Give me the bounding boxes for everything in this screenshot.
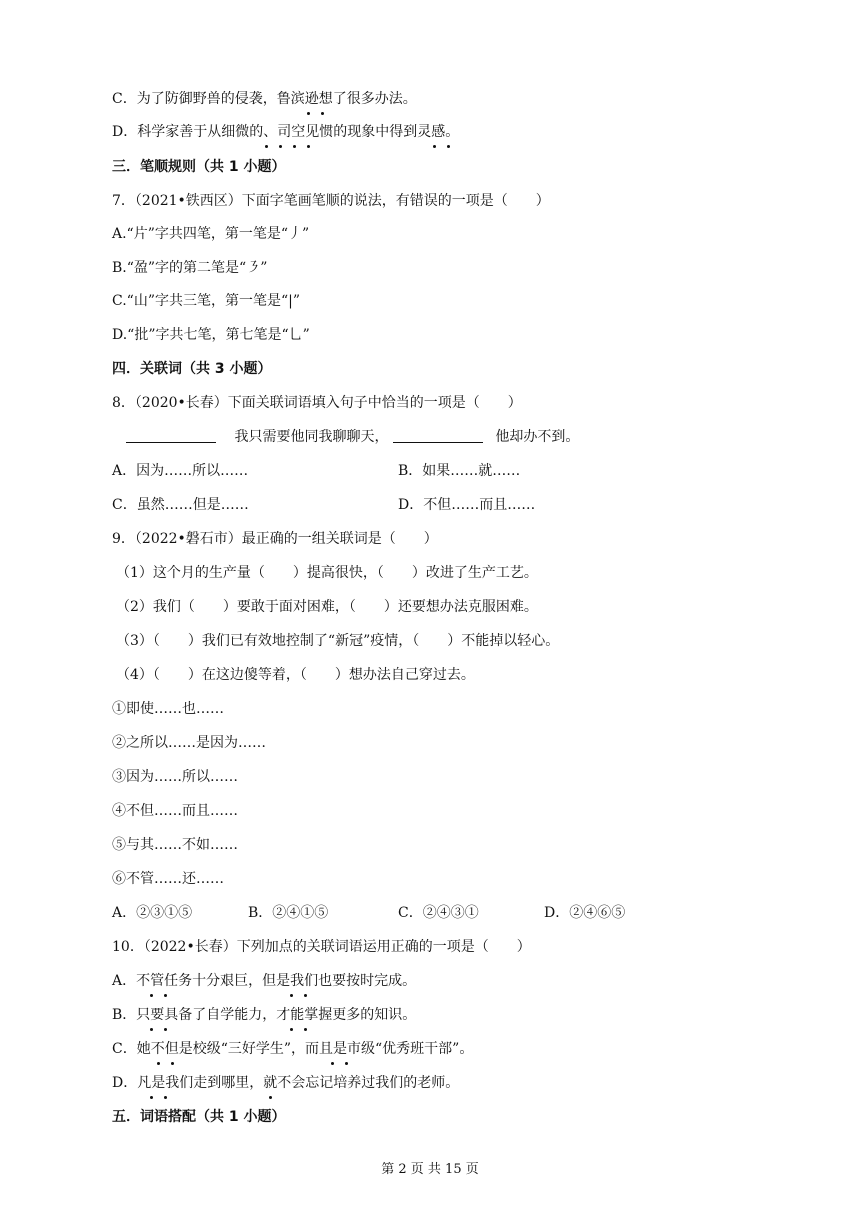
- option-a-q9: A．②③①⑤: [112, 905, 193, 921]
- option-a-q7: A.“片”字共四笔，第一笔是“丿”: [112, 226, 310, 242]
- section-heading-stroke-order: 三．笔顺规则（共 1 小题）: [112, 159, 286, 175]
- option-c-q8: C．虽然……但是……: [112, 497, 249, 513]
- option-b-q7: B.“盈”字的第二笔是“㇋”: [112, 260, 268, 276]
- option-d-q8: D．不但……而且……: [398, 497, 536, 513]
- q9-choice-2: ②之所以……是因为……: [112, 735, 266, 751]
- option-b-q8: B．如果……就……: [398, 463, 521, 479]
- option-d-q6: D．科学家善于从细微的、司空见惯的现象中得到灵感。: [112, 124, 460, 140]
- option-c-q6: C．为了防御野兽的侵袭，鲁滨逊想了很多办法。: [112, 91, 417, 107]
- option-c-q7: C.“山”字共三笔，第一笔是“|”: [112, 293, 301, 309]
- option-c-q10: C．她不但是校级“三好学生”，而且是市级“优秀班干部”。: [112, 1041, 474, 1057]
- q9-sentence-2: （2）我们（ ）要敢于面对困难，（ ）还要想办法克服困难。: [116, 599, 538, 615]
- q9-choice-1: ①即使……也……: [112, 701, 224, 717]
- fill-in-sentence: [126, 428, 579, 446]
- option-b-q10: B．只要具备了自学能力，才能掌握更多的知识。: [112, 1007, 417, 1023]
- option-d-q7: D.“批”字共七笔，第七笔是“乚”: [112, 327, 310, 343]
- page-footer: 第 2 页 共 15 页: [381, 1162, 479, 1177]
- sentence-part-1: 我只需要他同我聊聊天，: [234, 429, 389, 445]
- q9-choice-4: ④不但……而且……: [112, 803, 238, 819]
- option-d-q9: D．②④⑥⑤: [544, 905, 626, 921]
- question-10: 10．（2022•长春）下列加点的关联词语运用正确的一项是（ ）: [112, 939, 531, 955]
- question-7: 7．（2021•铁西区）下面字笔画笔顺的说法，有错误的一项是（ ）: [112, 193, 550, 209]
- section-heading-conjunctions: 四．关联词（共 3 小题）: [112, 361, 272, 377]
- option-d-q10: D．凡是我们走到哪里，就不会忘记培养过我们的老师。: [112, 1075, 460, 1091]
- sentence-part-2: 他却办不到。: [495, 429, 580, 445]
- blank-1[interactable]: [126, 428, 216, 443]
- blank-2[interactable]: [393, 428, 483, 443]
- q9-choice-6: ⑥不管……还……: [112, 871, 224, 887]
- option-a-q8: A．因为……所以……: [112, 463, 249, 479]
- question-9: 9．（2022•磐石市）最正确的一组关联词是（ ）: [112, 531, 438, 547]
- q9-sentence-3: （3）（ ）我们已有效地控制了“新冠”疫情，（ ）不能掉以轻心。: [116, 633, 560, 649]
- q9-sentence-1: （1）这个月的生产量（ ）提高很快，（ ）改进了生产工艺。: [116, 565, 538, 581]
- option-b-q9: B．②④①⑤: [248, 905, 329, 921]
- q9-sentence-4: （4）（ ）在这边傻等着，（ ）想办法自己穿过去。: [116, 667, 475, 683]
- q9-choice-5: ⑤与其……不如……: [112, 837, 238, 853]
- question-8: 8．（2020•长春）下面关联词语填入句子中恰当的一项是（ ）: [112, 395, 522, 411]
- section-heading-word-matching: 五．词语搭配（共 1 小题）: [112, 1109, 286, 1125]
- option-a-q10: A．不管任务十分艰巨，但是我们也要按时完成。: [112, 973, 417, 989]
- option-c-q9: C．②④③①: [398, 905, 479, 921]
- q9-choice-3: ③因为……所以……: [112, 769, 238, 785]
